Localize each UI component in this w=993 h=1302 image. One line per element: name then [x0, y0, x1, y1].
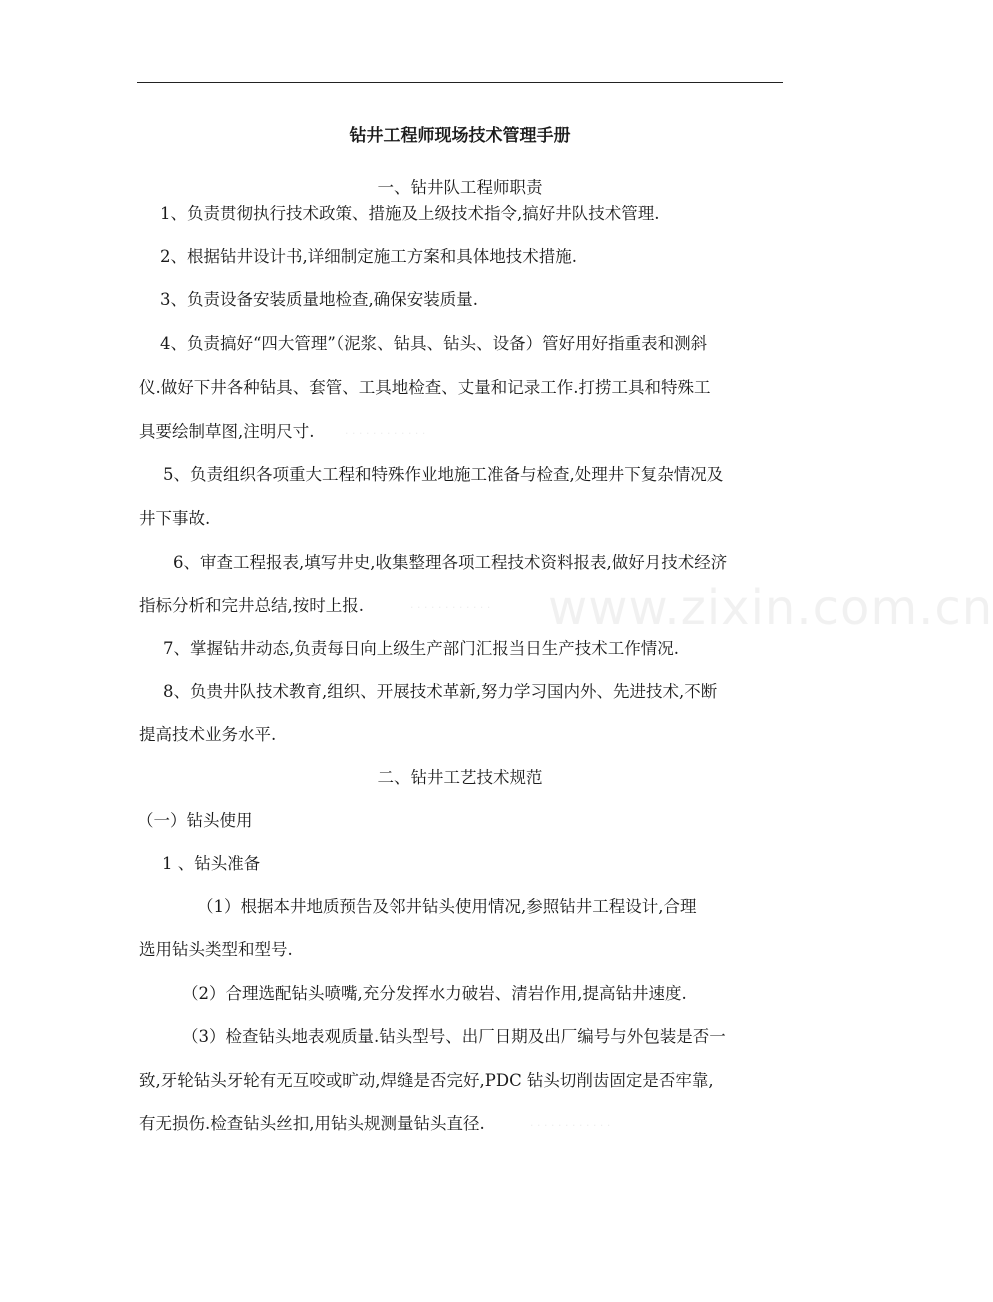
- paragraph-line: 2、根据钻井设计书,详细制定施工方案和具体地技术措施.: [160, 247, 577, 266]
- paragraph-line: 具要绘制草图,注明尺寸.: [139, 422, 315, 441]
- paragraph-line: 4、负责搞好“四大管理”（泥浆、钻具、钻头、设备）管好用好指重表和测斜: [160, 334, 708, 353]
- paragraph-line: 指标分析和完井总结,按时上报.: [139, 596, 364, 615]
- paragraph-line: 井下事故.: [139, 509, 211, 528]
- paragraph-line: （2）合理选配钻头喷嘴,充分发挥水力破岩、清岩作用,提高钻井速度.: [182, 984, 687, 1003]
- paragraph-line: 致,牙轮钻头牙轮有无互咬或旷动,焊缝是否完好,PDC 钻头切削齿固定是否牢靠,: [139, 1071, 714, 1090]
- paragraph-line: （3）检查钻头地表观质量.钻头型号、出厂日期及出厂编号与外包装是否一: [182, 1027, 726, 1046]
- section2-heading: 二、钻井工艺技术规范: [377, 768, 543, 787]
- faint-watermark-text: · · · · · · · · · · · ·: [410, 601, 491, 614]
- header-rule: [137, 82, 783, 83]
- paragraph-line: （1）根据本井地质预告及邻井钻头使用情况,参照钻井工程设计,合理: [197, 897, 697, 916]
- paragraph-line: 7、掌握钻井动态,负责每日向上级生产部门汇报当日生产技术工作情况.: [163, 639, 679, 658]
- subsection-item: 1 、钻头准备: [162, 854, 261, 873]
- paragraph-line: 提高技术业务水平.: [139, 725, 277, 744]
- paragraph-line: 1、负责贯彻执行技术政策、措施及上级技术指令,搞好井队技术管理.: [160, 204, 660, 223]
- document-title: 钻井工程师现场技术管理手册: [349, 126, 571, 146]
- paragraph-line: 仪.做好下井各种钻具、套管、工具地检查、丈量和记录工作.打捞工具和特殊工: [139, 378, 711, 397]
- faint-watermark-text: · · · · · · · · · · · ·: [530, 1119, 611, 1132]
- paragraph-line: 选用钻头类型和型号.: [139, 940, 293, 959]
- paragraph-line: 6、审查工程报表,填写井史,收集整理各项工程技术资料报表,做好月技术经济: [173, 553, 728, 572]
- subsection-heading: （一）钻头使用: [137, 811, 253, 830]
- faint-watermark-text: · · · · · · · · · · · ·: [345, 427, 426, 440]
- paragraph-line: 3、负责设备安装质量地检查,确保安装质量.: [160, 290, 478, 309]
- site-watermark: www.zixin.com.cn: [548, 580, 993, 636]
- paragraph-line: 有无损伤.检查钻头丝扣,用钻头规测量钻头直径.: [139, 1114, 485, 1133]
- paragraph-line: 5、负责组织各项重大工程和特殊作业地施工准备与检查,处理井下复杂情况及: [163, 465, 724, 484]
- paragraph-line: 8、负贵井队技术教育,组织、开展技术革新,努力学习国内外、先进技术,不断: [163, 682, 718, 701]
- section1-heading: 一、钻井队工程师职责: [377, 178, 543, 197]
